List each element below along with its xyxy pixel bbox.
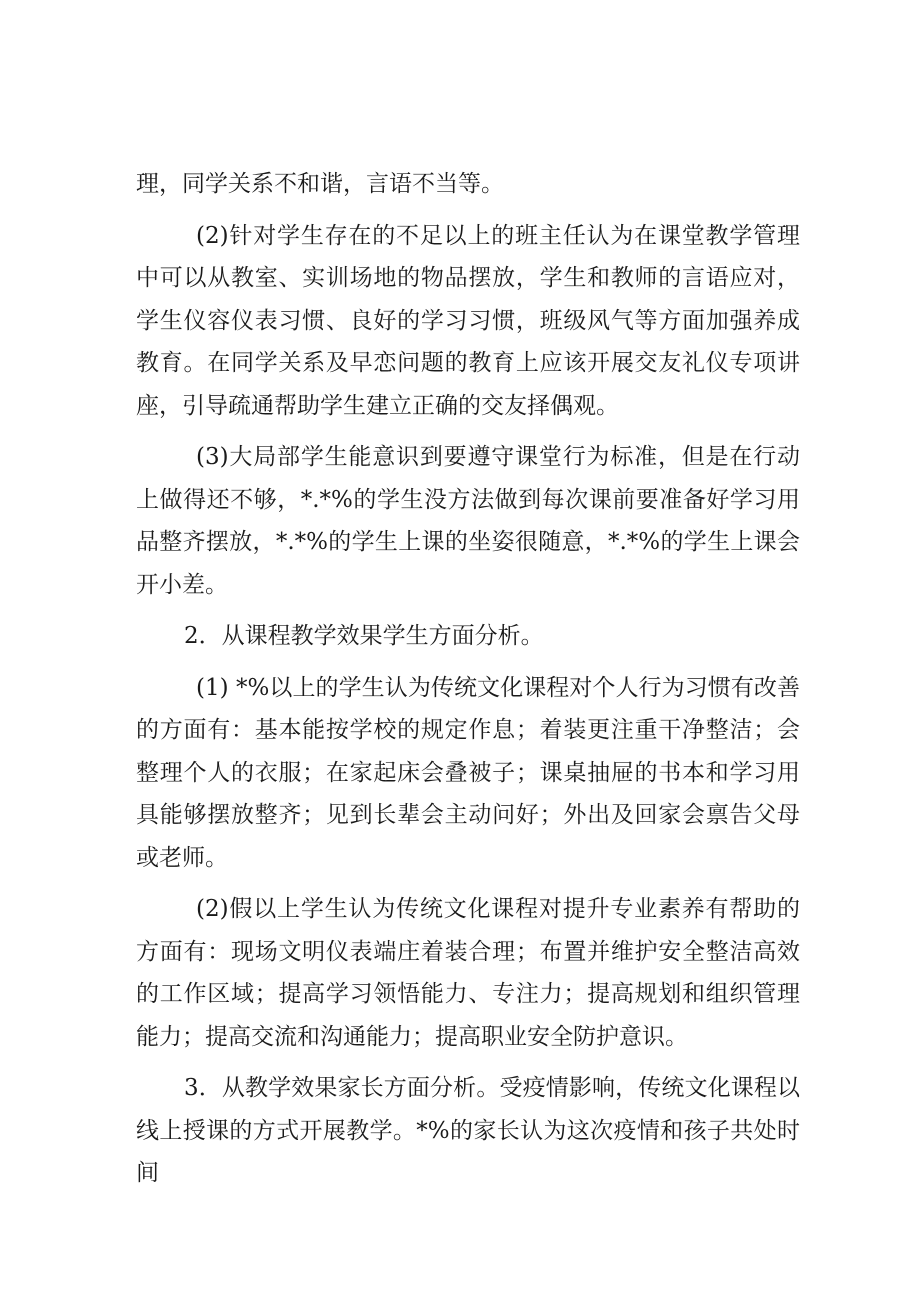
section-heading-3: 3．从教学效果家长方面分析。受疫情影响，传统文化课程以线上授课的方式开展教学。*%的家长认为这次疫情和孩子共处时间 bbox=[136, 1075, 800, 1186]
document-body bbox=[136, 163, 800, 1204]
paragraph-continuation: 理，同学关系不和谐，言语不当等。 bbox=[136, 171, 504, 197]
section-heading-2: 2．从课程教学效果学生方面分析。 bbox=[184, 623, 544, 649]
paragraph-item-1: (1) *%以上的学生认为传统文化课程对个人行为习惯有改善的方面有：基本能按学校的规定作息；着装更注重干净整洁；会整理个人的衣服；在家起床会叠被子；课桌抽屉的书本和学习用具能够摆放整齐；见到长辈会主动问好；外出及回家会禀告父母或老师。 bbox=[136, 674, 800, 871]
paragraph-item-2b: (2)假以上学生认为传统文化课程对提升专业素养有帮助的方面有：现场文明仪表端庄着装合理；布置并维护安全整洁高效的工作区域；提高学习领悟能力、专注力；提高规划和组织管理能力；提高交流和沟通能力；提高职业安全防护意识。 bbox=[136, 896, 800, 1050]
paragraph-item-2: (2)针对学生存在的不足以上的班主任认为在课堂教学管理中可以从教室、实训场地的物品摆放，学生和教师的言语应对，学生仪容仪表习惯、良好的学习习惯，班级风气等方面加强养成教育。在同学关系及早恋问题的教育上应该开展交友礼仪专项讲座，引导疏通帮助学生建立正确的交友择偶观。 bbox=[136, 222, 800, 419]
paragraph-item-3: (3)大局部学生能意识到要遵守课堂行为标准，但是在行动上做得还不够，*.*%的学生没方法做到每次课前要准备好学习用品整齐摆放，*.*%的学生上课的坐姿很随意，*.*%的学生上课会开小差。 bbox=[136, 444, 800, 598]
